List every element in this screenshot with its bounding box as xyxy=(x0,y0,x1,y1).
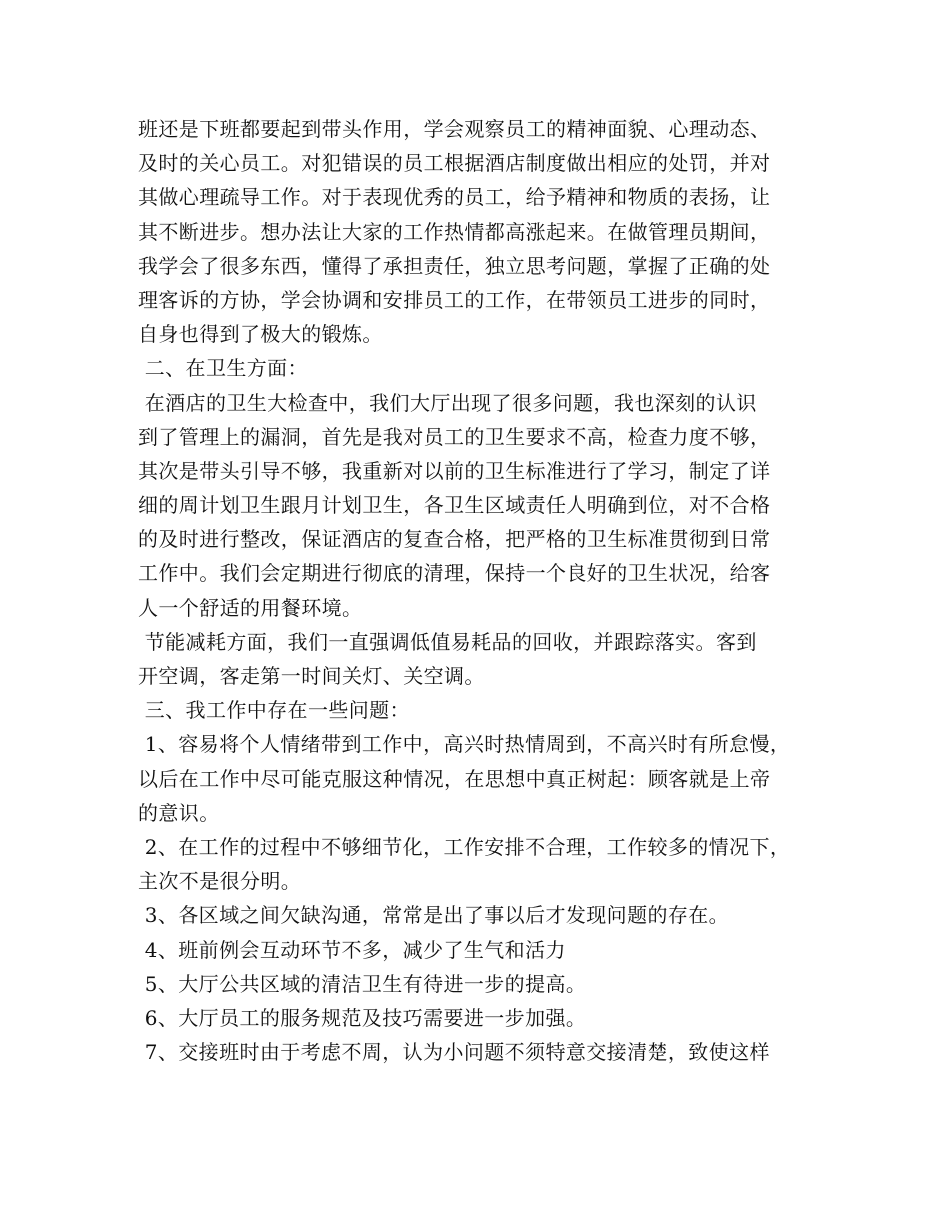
text-line: 人一个舒适的用餐环境。 xyxy=(138,595,363,620)
section-heading: 三、我工作中存在一些问题： xyxy=(138,698,410,723)
text-line: 主次不是很分明。 xyxy=(138,869,302,894)
list-item: 4、班前例会互动环节不多，减少了生气和活力 xyxy=(138,937,566,962)
text-line: 我学会了很多东西，懂得了承担责任，独立思考问题，掌握了正确的处 xyxy=(138,253,771,278)
text-line: 的及时进行整改，保证酒店的复查合格，把严格的卫生标准贯彻到日常 xyxy=(138,527,771,552)
text-line: 细的周计划卫生跟月计划卫生，各卫生区域责任人明确到位，对不合格 xyxy=(138,493,771,518)
text-line: 其做心理疏导工作。对于表现优秀的员工，给予精神和物质的表扬，让 xyxy=(138,185,771,210)
text-line: 到了管理上的漏洞，首先是我对员工的卫生要求不高，检查力度不够， xyxy=(138,424,771,449)
text-line: 的意识。 xyxy=(138,800,220,825)
text-line: 其次是带头引导不够，我重新对以前的卫生标准进行了学习，制定了详 xyxy=(138,458,771,483)
list-item: 2、在工作的过程中不够细节化，工作安排不合理，工作较多的情况下， xyxy=(138,834,791,859)
text-line: 节能减耗方面，我们一直强调低值易耗品的回收，并跟踪落实。客到 xyxy=(138,629,757,654)
text-line: 自身也得到了极大的锻炼。 xyxy=(138,322,383,347)
text-line: 及时的关心员工。对犯错误的员工根据酒店制度做出相应的处罚，并对 xyxy=(138,151,771,176)
document-body xyxy=(138,112,828,1069)
list-item: 1、容易将个人情绪带到工作中，高兴时热情周到，不高兴时有所怠慢， xyxy=(138,732,791,757)
text-line: 其不断进步。想办法让大家的工作热情都高涨起来。在做管理员期间， xyxy=(138,219,771,244)
list-item: 6、大厅员工的服务规范及技巧需要进一步加强。 xyxy=(138,1005,587,1030)
text-line: 班还是下班都要起到带头作用，学会观察员工的精神面貌、心理动态、 xyxy=(138,117,771,141)
text-line: 开空调，客走第一时间关灯、关空调。 xyxy=(138,664,485,688)
list-item: 3、各区域之间欠缺沟通，常常是出了事以后才发现问题的存在。 xyxy=(138,903,730,928)
list-item: 7、交接班时由于考虑不周，认为小问题不须特意交接清楚，致使这样 xyxy=(138,1040,770,1065)
text-line: 工作中。我们会定期进行彻底的清理，保持一个良好的卫生状况，给客 xyxy=(138,561,771,586)
text-line: 以后在工作中尽可能克服这种情况，在思想中真正树起：顾客就是上帝 xyxy=(138,766,771,791)
list-item: 5、大厅公共区域的清洁卫生有待进一步的提高。 xyxy=(138,971,587,996)
text-line: 在酒店的卫生大检查中，我们大厅出现了很多问题，我也深刻的认识 xyxy=(138,390,757,415)
text-line: 理客诉的方协，学会协调和安排员工的工作，在带领员工进步的同时， xyxy=(138,287,771,312)
section-heading: 二、在卫生方面： xyxy=(138,356,308,381)
